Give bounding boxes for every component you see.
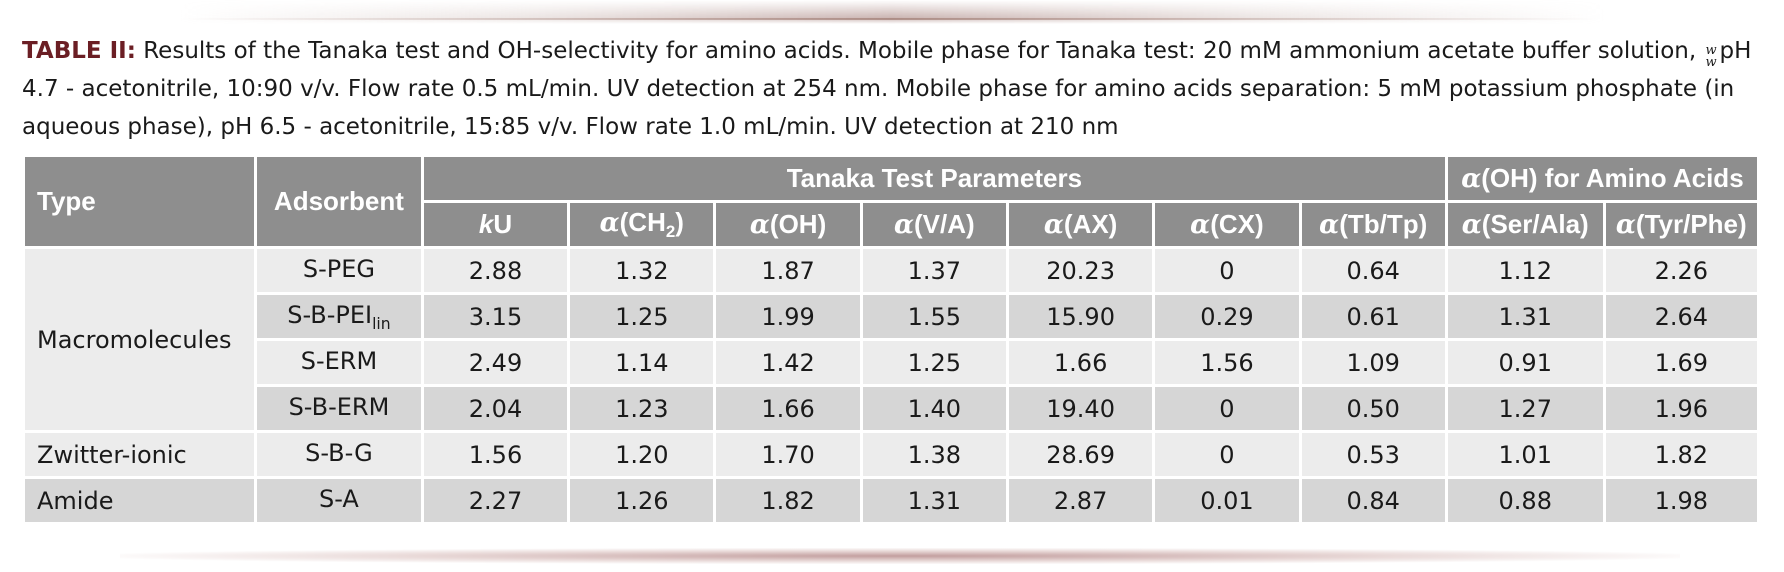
header-group-tanaka: Tanaka Test Parameters [422,156,1446,202]
caption-text-part1: Results of the Tanaka test and OH-selectivity for amino acids. Mobile phase for Tanaka test: 20 mM ammonium acetate buffer solution, [135,38,1704,64]
value-cell: 1.26 [569,478,715,524]
adsorbent-cell: S-PEG [256,248,423,294]
value-cell: 19.40 [1007,386,1153,432]
value-cell: 1.56 [422,432,568,478]
value-cell: 1.42 [715,340,861,386]
bottom-decorative-glow [120,548,1680,564]
adsorbent-cell: S-ERM [256,340,423,386]
value-cell: 0 [1154,248,1300,294]
header-row-group [24,156,1759,202]
value-cell: 3.15 [422,294,568,340]
adsorbent-cell: S-B-G [256,432,423,478]
header-col-serala: α(Ser/Ala) [1446,202,1604,248]
header-col-va: α(V/A) [861,202,1007,248]
value-cell: 1.56 [1154,340,1300,386]
table-row [24,340,1759,386]
top-decorative-rule [180,18,1600,20]
value-cell: 0 [1154,432,1300,478]
value-cell: 1.96 [1604,386,1758,432]
value-cell: 1.66 [1007,340,1153,386]
value-cell: 0.01 [1154,478,1300,524]
value-cell: 1.70 [715,432,861,478]
table-row [24,294,1759,340]
value-cell: 1.32 [569,248,715,294]
table-row [24,478,1759,524]
value-cell: 2.49 [422,340,568,386]
value-cell: 0.88 [1446,478,1604,524]
header-type: Type [24,156,256,248]
value-cell: 1.01 [1446,432,1604,478]
value-cell: 1.38 [861,432,1007,478]
value-cell: 1.98 [1604,478,1758,524]
value-cell: 1.69 [1604,340,1758,386]
type-cell: Zwitter-ionic [24,432,256,478]
table-row [24,386,1759,432]
value-cell: 1.37 [861,248,1007,294]
type-cell: Macromolecules [24,248,256,432]
value-cell: 2.26 [1604,248,1758,294]
value-cell: 1.09 [1300,340,1446,386]
table-caption [22,32,1766,146]
table-row [24,432,1759,478]
value-cell: 1.25 [569,294,715,340]
value-cell: 0.50 [1300,386,1446,432]
value-cell: 1.12 [1446,248,1604,294]
header-col-ax: α(AX) [1007,202,1153,248]
header-col-tbtp: α(Tb/Tp) [1300,202,1446,248]
adsorbent-cell: $S-B-PEI_{lin}$ [256,294,423,340]
value-cell: 1.20 [569,432,715,478]
caption-text-part2: pH 4.7 - acetonitrile, 10:90 v/v. Flow rate 0.5 mL/min. UV detection at 254 nm. Mobile phase for amino acids separation: 5 mM potassium phosphate (in aqueous phase), pH 6.5 - acetonitrile, 15:85 v/v. Flow rate 1.0 mL/min. UV detection at 210 nm [22,38,1752,140]
value-cell: 0.84 [1300,478,1446,524]
type-cell: Amide [24,478,256,524]
header-col-tyrphe: α(Tyr/Phe) [1604,202,1758,248]
value-cell: 1.99 [715,294,861,340]
value-cell: 1.66 [715,386,861,432]
value-cell: 1.87 [715,248,861,294]
value-cell: 2.88 [422,248,568,294]
value-cell: 1.82 [1604,432,1758,478]
value-cell: 1.82 [715,478,861,524]
value-cell: 0.64 [1300,248,1446,294]
value-cell: 20.23 [1007,248,1153,294]
header-adsorbent: Adsorbent [256,156,423,248]
value-cell: 1.31 [1446,294,1604,340]
value-cell: 0.91 [1446,340,1604,386]
value-cell: 1.40 [861,386,1007,432]
value-cell: 15.90 [1007,294,1153,340]
value-cell: 1.14 [569,340,715,386]
header-col-oh: α(OH) [715,202,861,248]
value-cell: 1.27 [1446,386,1604,432]
adsorbent-cell: S-B-ERM [256,386,423,432]
value-cell: 1.23 [569,386,715,432]
header-col-cx: α(CX) [1154,202,1300,248]
value-cell: 0.61 [1300,294,1446,340]
adsorbent-cell: S-A [256,478,423,524]
header-col-ku: kU [422,202,568,248]
header-col-ch2: $\alpha(CH_2)$ [569,202,715,248]
caption-w-w-superscript: w w [1705,43,1717,70]
header-group-amino-acids: α(OH) for Amino Acids [1446,156,1758,202]
value-cell: 2.27 [422,478,568,524]
value-cell: 28.69 [1007,432,1153,478]
top-decorative-band [0,0,1784,24]
value-cell: 0 [1154,386,1300,432]
value-cell: 2.87 [1007,478,1153,524]
caption-lead: TABLE II: [22,38,136,64]
value-cell: 2.64 [1604,294,1758,340]
results-table [22,154,1760,525]
value-cell: 1.25 [861,340,1007,386]
value-cell: 2.04 [422,386,568,432]
value-cell: 1.31 [861,478,1007,524]
table-row [24,248,1759,294]
value-cell: 0.53 [1300,432,1446,478]
value-cell: 1.55 [861,294,1007,340]
value-cell: 0.29 [1154,294,1300,340]
